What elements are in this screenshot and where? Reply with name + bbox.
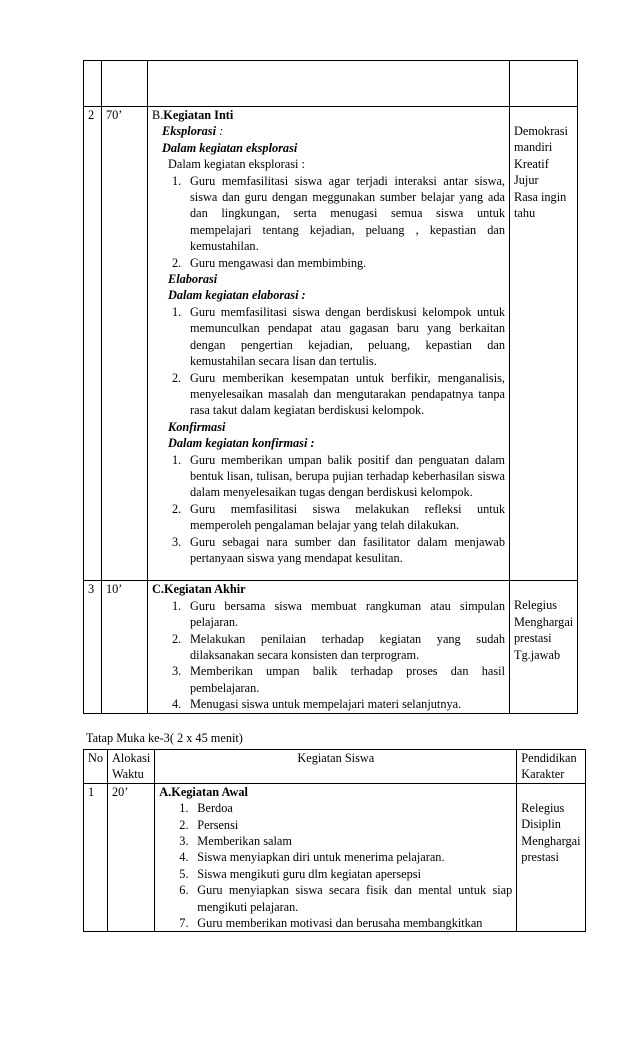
eksplorasi-intro: Dalam kegiatan eksplorasi : [168, 157, 305, 172]
tatap-muka-heading: Tatap Muka ke-3( 2 x 45 menit) [86, 731, 243, 745]
list-item: 3. Guru sebagai nara sumber dan fasilitator dalam menjawab pertanyaan siswa yang mendapat kesulitan. [172, 534, 505, 565]
awal-list [159, 800, 512, 931]
karakter-cell: Demokrasi mandiri Kreatif Jujur Rasa ingin tahu [510, 107, 578, 581]
table-row-kegiatan-awal [84, 783, 586, 932]
activity-cell: B.Kegiatan Inti Eksplorasi : Dalam kegiatan eksplorasi Dalam kegiatan eksplorasi : 1. Guru memfasilitasi siswa agar terjadi interaksi antar siswa, siswa dan guru dengan meggunakan sumber belajar yang ada dan lingkungan, serta menugasi semua siswa untuk mempelajari tentang kejadian, peluang , kepastian dan kemustahilan. 2. Guru mengawasi dan membimbing. Elaborasi Dalam kegiatan elaborasi : 1. Guru memfasilitasi siswa dengan berdiskusi kelompok untuk memunculkan pendapat atau gagasan baru yang berkaitan dengan pengertian kejadian, peluang, kepastian dan kemustahilan secara lisan dan tertulis. 2. Guru memberikan kesempatan untuk berfikir, menganalisis, menyelesaikan masalah dan mengutarakan pendapatnya tanpa rasa takut dalam kegiatan berdiskusi kelompok. Konfirmasi Dalam kegiatan konfirmasi : 1. Guru memberikan umpan balik positif dan penguatan dalam bentuk lisan, tulisan, berupa pujian terhadap keberhasilan siswa dalam menyelesaikan tugas dengan berdiskusi kelompok. 2. Guru memfasilitasi siswa melakukan refleksi untuk memperoleh pengalaman belajar yang telah dilakukan. 3. Guru sebagai nara sumber dan fasilitator dalam menjawab pertanyaan siswa yang mendapat kesulitan. [148, 107, 510, 581]
time-allocation: 20’ [108, 783, 155, 932]
elaborasi-list [152, 304, 505, 419]
list-item: 2. Guru memberikan kesempatan untuk berfikir, menganalisis, menyelesaikan masalah dan mengutarakan pendapatnya tanpa rasa takut dalam kegiatan berdiskusi kelompok. [172, 370, 505, 418]
section-heading: A.Kegiatan Awal [159, 784, 248, 799]
eksplorasi-list [152, 173, 505, 271]
karakter-cell: Relegius Menghargai prestasi Tg.jawab [510, 581, 578, 713]
list-item: 1. Berdoa [179, 801, 233, 816]
table-row-kegiatan-inti [84, 107, 578, 581]
table-row-empty [84, 61, 578, 107]
section-heading: C.Kegiatan Akhir [152, 582, 246, 597]
row-number: 2 [84, 107, 102, 581]
activity-cell [148, 581, 510, 713]
list-item: 1. Guru memfasilitasi siswa agar terjadi interaksi antar siswa, siswa dan guru dengan meggunakan sumber belajar yang ada dan lingkungan, serta menugasi semua siswa untuk mempelajari tentang kejadian, peluang , kepastian dan kemustahilan. [172, 173, 505, 254]
list-item: 2. Guru mengawasi dan membimbing. [172, 255, 367, 270]
konfirmasi-list [152, 452, 505, 567]
elaborasi-title: Elaborasi [168, 272, 218, 287]
eksplorasi-subtitle: Dalam kegiatan eksplorasi [162, 140, 298, 155]
lesson-table-1 [83, 60, 578, 714]
list-item: 1. Guru bersama siswa membuat rangkuman atau simpulan pelajaran. [172, 598, 505, 630]
header-kegiatan: Kegiatan Siswa [155, 750, 517, 784]
list-item: 4. Siswa menyiapkan diri untuk menerima pelajaran. [179, 850, 445, 865]
elaborasi-subtitle: Dalam kegiatan elaborasi : [168, 288, 306, 303]
list-item: 6. Guru menyiapkan siswa secara fisik dan mental untuk siap mengikuti pelajaran. [179, 883, 513, 914]
list-item: 3. Memberikan salam [179, 834, 292, 849]
list-item: 2. Persensi [179, 817, 239, 832]
activity-cell [155, 783, 517, 932]
akhir-list [152, 598, 505, 713]
list-item: 5. Siswa mengikuti guru dlm kegiatan apersepsi [179, 866, 421, 881]
konfirmasi-title: Konfirmasi [168, 419, 226, 434]
time-allocation: 70’ [102, 107, 148, 581]
lesson-table-2 [83, 749, 586, 932]
table-row-kegiatan-akhir [84, 581, 578, 713]
list-item: 1. Guru memberikan umpan balik positif dan penguatan dalam bentuk lisan, tulisan, berupa pujian terhadap keberhasilan siswa dalam menyelesaikan tugas dengan berdiskusi kelompok. [172, 452, 505, 500]
section-heading: B.Kegiatan Inti [152, 108, 234, 122]
eksplorasi-title: Eksplorasi [162, 124, 216, 139]
list-item: 7. Guru memberikan motivasi dan berusaha membangkitkan [179, 916, 483, 931]
karakter-cell: Relegius Disiplin Menghargai prestasi [517, 783, 585, 932]
list-item: 1. Guru memfasilitasi siswa dengan berdiskusi kelompok untuk memunculkan pendapat atau gagasan baru yang berkaitan dengan pengertian kejadian, peluang, kepastian dan kemustahilan secara lisan dan tertulis. [172, 304, 505, 369]
time-allocation: 10’ [102, 581, 148, 713]
list-item: 4. Menugasi siswa untuk mempelajari materi selanjutnya. [172, 697, 462, 712]
row-number: 3 [84, 581, 102, 713]
header-no: No [84, 750, 108, 784]
list-item: 2. Melakukan penilaian terhadap kegiatan yang sudah dilaksanakan secara konsisten dan terprogram. [172, 631, 505, 662]
header-alokasi: Alokasi Waktu [108, 750, 155, 784]
row-number: 1 [84, 783, 108, 932]
table-header-row [84, 750, 586, 784]
header-pendidikan: Pendidikan Karakter [517, 750, 585, 784]
konfirmasi-subtitle: Dalam kegiatan konfirmasi : [168, 436, 315, 451]
list-item: 2. Guru memfasilitasi siswa melakukan refleksi untuk memperoleh pengalaman belajar yang telah dilakukan. [172, 501, 505, 533]
list-item: 3. Memberikan umpan balik terhadap proses dan hasil pembelajaran. [172, 664, 505, 695]
